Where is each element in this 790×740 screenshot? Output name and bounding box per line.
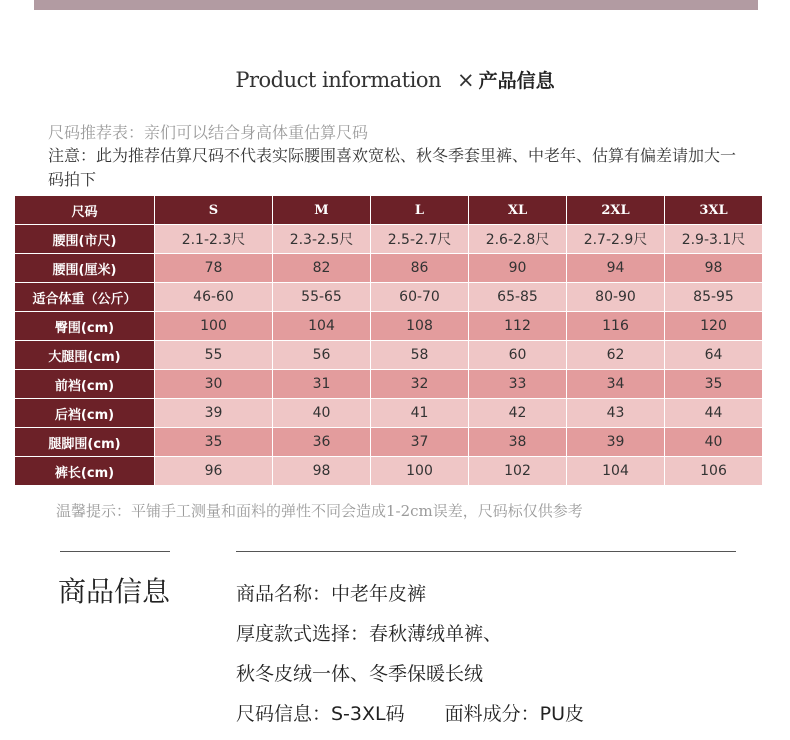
size-value-cell: 96 xyxy=(155,457,273,486)
size-value-cell: 31 xyxy=(273,370,371,399)
table-row xyxy=(15,399,763,428)
table-row xyxy=(15,283,763,312)
title-chinese: 产品信息 xyxy=(478,70,555,92)
table-row xyxy=(15,312,763,341)
row-label: 裤长(cm) xyxy=(15,457,155,486)
size-chart-table xyxy=(14,195,763,486)
size-value-cell: 44 xyxy=(665,399,763,428)
size-info: 尺码信息：S-3XL码 xyxy=(236,703,405,725)
size-value-cell: 2.6-2.8尺 xyxy=(469,225,567,254)
size-value-cell: 62 xyxy=(567,341,665,370)
size-value-cell: 34 xyxy=(567,370,665,399)
table-row xyxy=(15,370,763,399)
section-title xyxy=(0,66,790,93)
column-header: M xyxy=(273,196,371,225)
table-row xyxy=(15,457,763,486)
row-label: 后裆(cm) xyxy=(15,399,155,428)
product-info-heading: 商品信息 xyxy=(58,575,171,608)
size-value-cell: 82 xyxy=(273,254,371,283)
size-recommend-note: 尺码推荐表：亲们可以结合身高体重估算尺码 xyxy=(48,123,369,142)
size-value-cell: 2.9-3.1尺 xyxy=(665,225,763,254)
divider-right xyxy=(236,551,736,552)
row-label: 腰围(厘米) xyxy=(15,254,155,283)
size-attention-note: 注意：此为推荐估算尺码不代表实际腰围喜欢宽松、秋冬季套里裤、中老年、估算有偏差请加大一码拍下 xyxy=(48,146,737,189)
size-material-line xyxy=(236,699,584,726)
size-value-cell: 39 xyxy=(155,399,273,428)
row-label: 前裆(cm) xyxy=(15,370,155,399)
size-value-cell: 2.7-2.9尺 xyxy=(567,225,665,254)
size-value-cell: 39 xyxy=(567,428,665,457)
size-value-cell: 116 xyxy=(567,312,665,341)
title-english: Product information xyxy=(235,68,441,92)
size-value-cell: 104 xyxy=(273,312,371,341)
size-value-cell: 35 xyxy=(155,428,273,457)
size-value-cell: 60 xyxy=(469,341,567,370)
row-label: 臀围(cm) xyxy=(15,312,155,341)
size-value-cell: 38 xyxy=(469,428,567,457)
size-value-cell: 32 xyxy=(371,370,469,399)
size-value-cell: 40 xyxy=(665,428,763,457)
row-label: 腰围(市尺) xyxy=(15,225,155,254)
size-value-cell: 58 xyxy=(371,341,469,370)
thickness-style-line2: 秋冬皮绒一体、冬季保暖长绒 xyxy=(236,663,484,685)
column-header: S xyxy=(155,196,273,225)
size-value-cell: 55-65 xyxy=(273,283,371,312)
product-name: 商品名称：中老年皮裤 xyxy=(236,583,427,605)
size-value-cell: 33 xyxy=(469,370,567,399)
size-value-cell: 98 xyxy=(273,457,371,486)
size-value-cell: 30 xyxy=(155,370,273,399)
column-header: XL xyxy=(469,196,567,225)
size-value-cell: 36 xyxy=(273,428,371,457)
title-separator: × xyxy=(456,68,475,92)
size-chart-header-row xyxy=(15,196,763,225)
size-value-cell: 35 xyxy=(665,370,763,399)
size-value-cell: 100 xyxy=(371,457,469,486)
size-value-cell: 56 xyxy=(273,341,371,370)
top-decor-bar xyxy=(34,0,758,10)
size-value-cell: 104 xyxy=(567,457,665,486)
thickness-style-line1: 厚度款式选择：春秋薄绒单裤、 xyxy=(236,623,503,645)
material-info: 面料成分：PU皮 xyxy=(444,703,584,725)
column-header: 3XL xyxy=(665,196,763,225)
table-row xyxy=(15,254,763,283)
size-value-cell: 85-95 xyxy=(665,283,763,312)
size-value-cell: 120 xyxy=(665,312,763,341)
size-value-cell: 55 xyxy=(155,341,273,370)
size-value-cell: 37 xyxy=(371,428,469,457)
row-label: 腿脚围(cm) xyxy=(15,428,155,457)
size-value-cell: 2.1-2.3尺 xyxy=(155,225,273,254)
divider-left xyxy=(60,551,170,552)
column-header: 2XL xyxy=(567,196,665,225)
size-value-cell: 2.5-2.7尺 xyxy=(371,225,469,254)
row-label: 大腿围(cm) xyxy=(15,341,155,370)
size-value-cell: 100 xyxy=(155,312,273,341)
size-value-cell: 86 xyxy=(371,254,469,283)
size-value-cell: 43 xyxy=(567,399,665,428)
row-label: 适合体重（公斤） xyxy=(15,283,155,312)
column-header: 尺码 xyxy=(15,196,155,225)
size-value-cell: 106 xyxy=(665,457,763,486)
size-value-cell: 64 xyxy=(665,341,763,370)
size-value-cell: 108 xyxy=(371,312,469,341)
size-value-cell: 65-85 xyxy=(469,283,567,312)
table-row xyxy=(15,428,763,457)
table-row xyxy=(15,341,763,370)
size-value-cell: 102 xyxy=(469,457,567,486)
size-value-cell: 60-70 xyxy=(371,283,469,312)
size-value-cell: 2.3-2.5尺 xyxy=(273,225,371,254)
size-chart-body xyxy=(15,196,763,486)
size-value-cell: 42 xyxy=(469,399,567,428)
size-value-cell: 90 xyxy=(469,254,567,283)
size-value-cell: 94 xyxy=(567,254,665,283)
size-value-cell: 78 xyxy=(155,254,273,283)
size-value-cell: 46-60 xyxy=(155,283,273,312)
size-value-cell: 40 xyxy=(273,399,371,428)
size-value-cell: 112 xyxy=(469,312,567,341)
measurement-tip: 温馨提示：平铺手工测量和面料的弹性不同会造成1-2cm误差，尺码标仅供参考 xyxy=(56,502,583,520)
size-value-cell: 80-90 xyxy=(567,283,665,312)
table-row xyxy=(15,225,763,254)
size-value-cell: 98 xyxy=(665,254,763,283)
column-header: L xyxy=(371,196,469,225)
size-value-cell: 41 xyxy=(371,399,469,428)
